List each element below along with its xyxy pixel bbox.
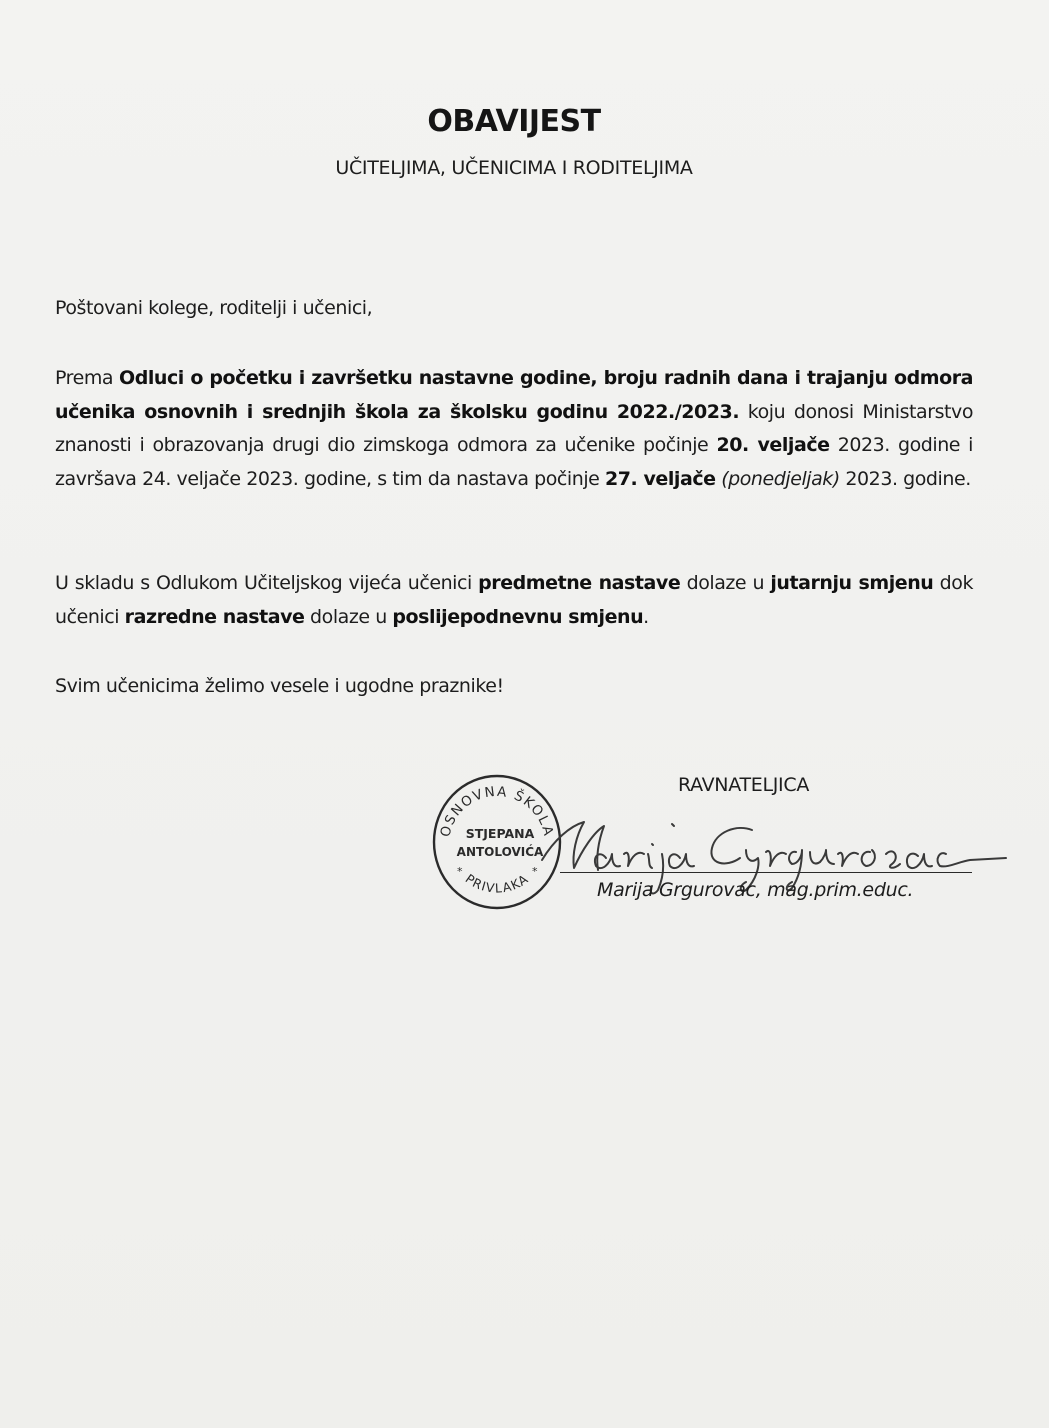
- star-icon: *: [532, 865, 538, 878]
- greeting-line: Poštovani kolege, roditelji i učenici,: [55, 297, 373, 319]
- closing-line: Svim učenicima želimo vesele i ugodne praznike!: [55, 675, 504, 697]
- text-run: dolaze u: [304, 605, 393, 628]
- star-icon: *: [457, 865, 463, 878]
- signature-line: [560, 872, 972, 873]
- text-run: .: [643, 605, 649, 628]
- paragraph-holiday-dates: [55, 362, 973, 496]
- text-run: Prema: [55, 367, 119, 389]
- document-subtitle: UČITELJIMA, UČENICIMA I RODITELJIMA: [335, 157, 693, 179]
- bold-date-start: 20. veljače: [716, 434, 830, 456]
- paragraph-shifts: [55, 567, 973, 634]
- text-run: koju donosi Ministarstvo znanosti i obrazovanja drugi dio zimskoga odmora za učenike počinje: [55, 400, 973, 456]
- text-run: U skladu s Odlukom Učiteljskog vijeća učenici: [55, 572, 479, 594]
- signatory-name: Marija Grgurovac, mag.prim.educ.: [597, 879, 914, 901]
- text-run: 2023. godine i završava 24. veljače 2023. godine, s tim da nastava počinje: [55, 434, 974, 490]
- bold-morning-shift: jutarnju smjenu: [770, 572, 934, 594]
- bold-class-teaching: razredne nastave: [124, 605, 305, 628]
- stamp-bottom-text: PRIVLAKA: [462, 870, 532, 896]
- text-run: dolaze u: [680, 572, 771, 594]
- signatory-role: RAVNATELJICA: [678, 774, 810, 796]
- stamp-ring-text: OSNOVNA ŠKOLA: [437, 783, 557, 839]
- text-run: dok učenici: [55, 572, 973, 628]
- bold-subject-teaching: predmetne nastave: [478, 572, 681, 594]
- bold-decision-title: Odluci o početku i završetku nastavne godine, broju radnih dana i trajanju odmora učenika osnovnih i srednjih škola za školsku godinu 2022./2023.: [55, 367, 974, 423]
- document-title: OBAVIJEST: [427, 104, 601, 139]
- italic-weekday: (ponedjeljak): [721, 467, 840, 490]
- bold-afternoon-shift: poslijepodnevnu smjenu: [392, 605, 644, 628]
- stamp-center-line2: ANTOLOVIĆA: [456, 845, 544, 859]
- bold-date-resume: 27. veljače: [605, 467, 716, 490]
- text-run: 2023. godine.: [839, 467, 971, 490]
- stamp-center-line1: STJEPANA: [465, 826, 535, 841]
